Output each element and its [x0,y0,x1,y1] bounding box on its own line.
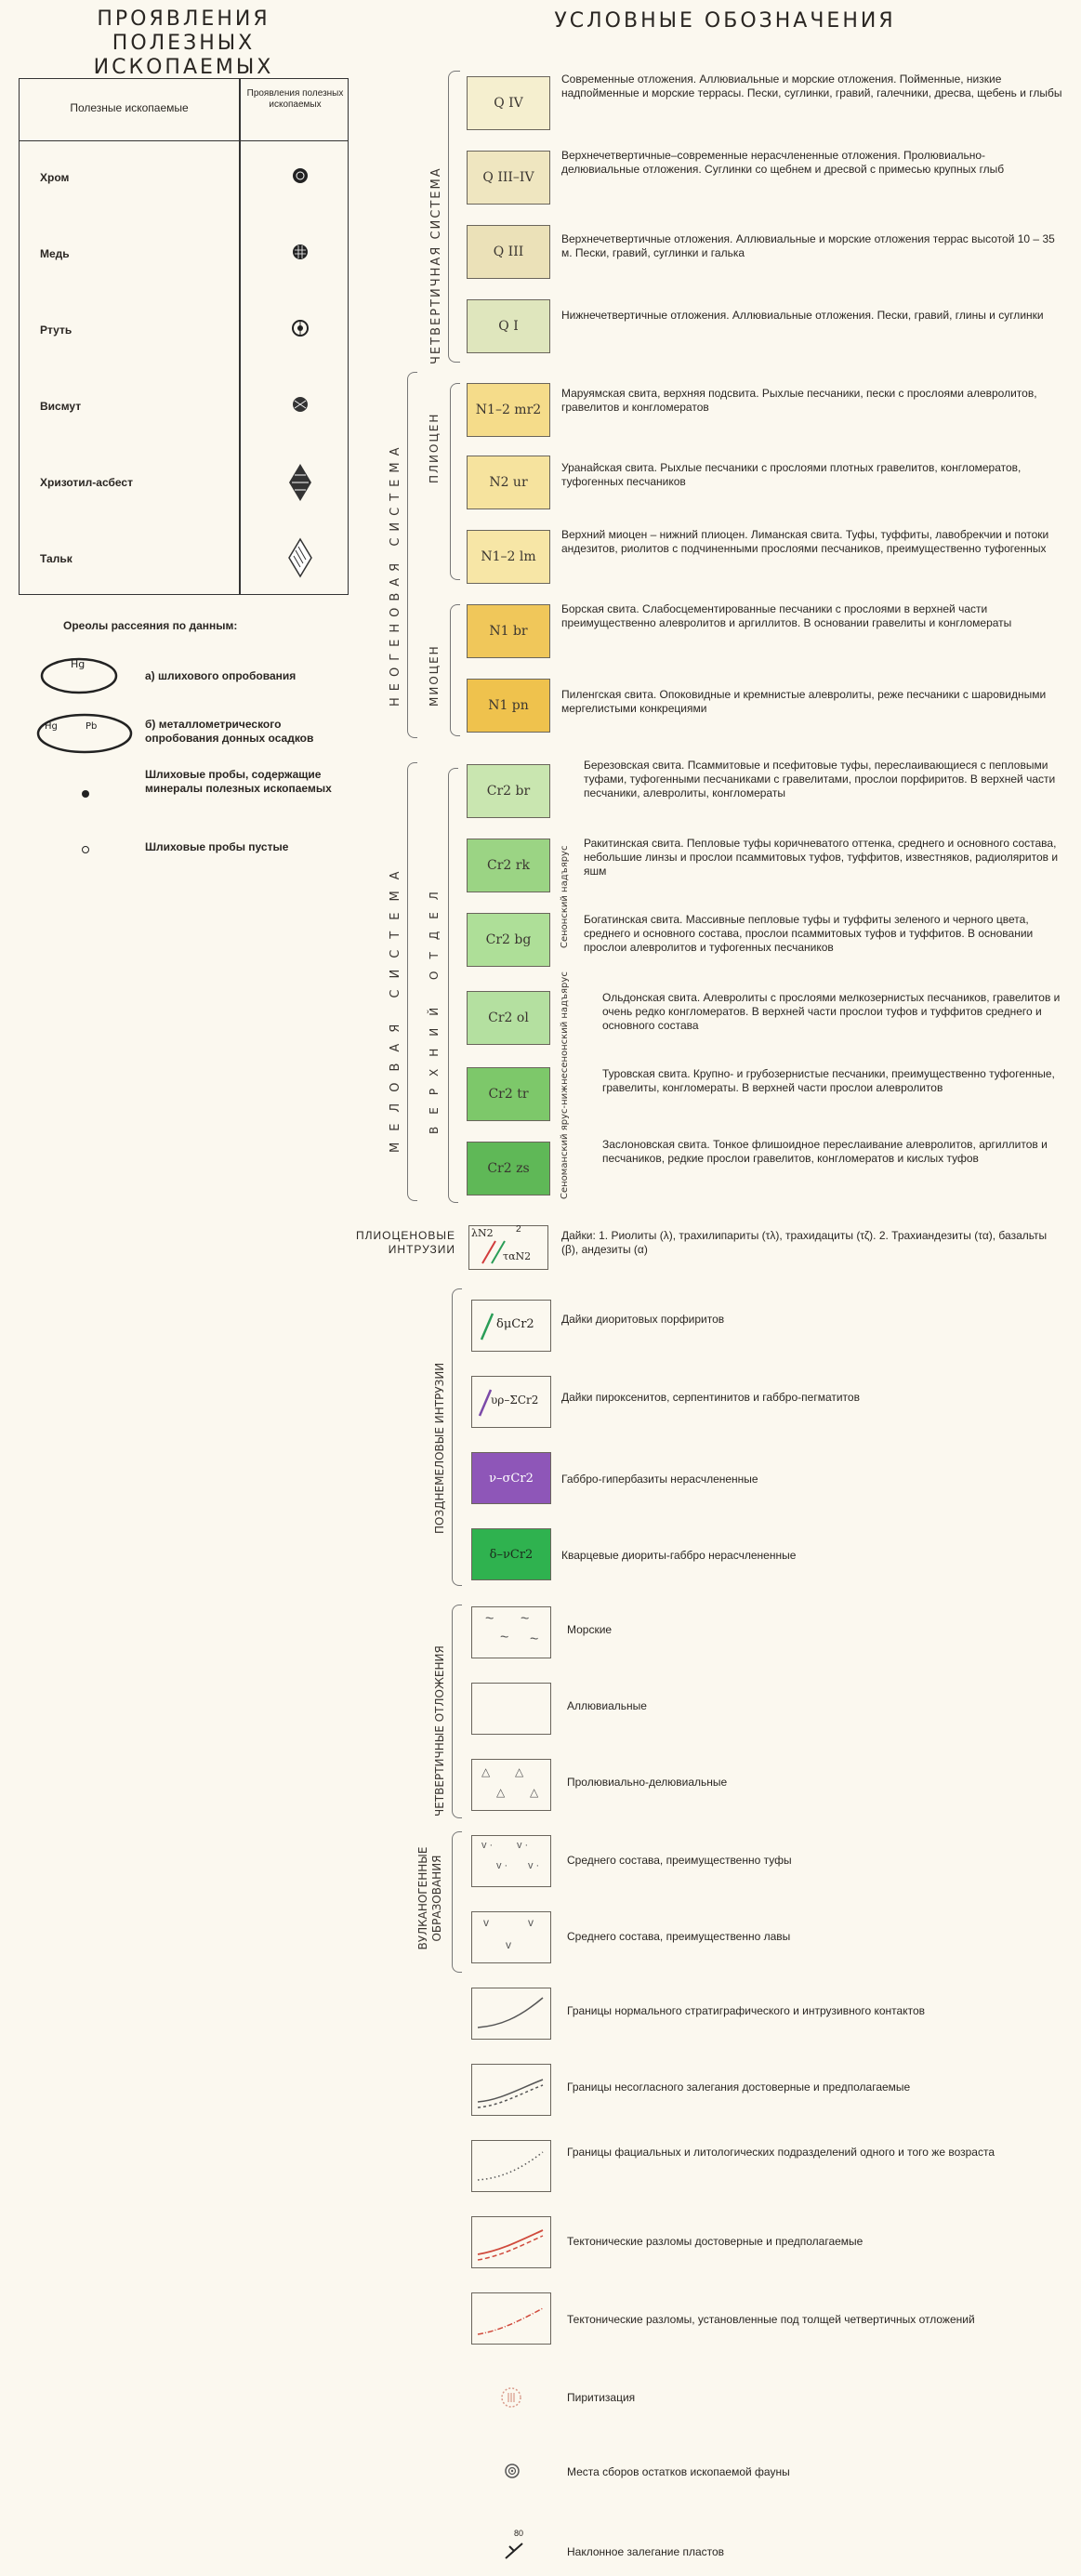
stratum-box [467,151,550,205]
facies-boundary-box [471,2140,551,2192]
cretaceous-bracket [407,762,417,1201]
marine-deposits-desc: Морские [567,1623,613,1636]
intrusion-desc: Дайки пироксенитов, серпентинитов и габбро-пегматитов [561,1391,860,1404]
minerals-table [19,78,349,595]
stratum-box [467,456,550,509]
intrusion-desc: Габбро-гипербазиты нерасчлененные [561,1473,758,1486]
stratum-code: Cr2 rk [487,858,530,873]
bismuth-occurrence-icon [289,393,311,416]
stratum-box [467,1067,550,1121]
stratum-box [467,839,550,892]
marine-pattern: ~ [530,1631,539,1647]
halos-title: Ореолы рассеяния по данным: [63,619,238,632]
normal-contact-box [471,1988,551,2040]
marine-deposits-box [471,1606,551,1658]
heavy-mineral-halo-icon [37,653,121,699]
alluvial-deposits-box [471,1683,551,1735]
stratum-code: N1–2 lm [481,549,536,564]
neogene-system-label: НЕОГЕНОВАЯ СИСТЕМА [389,441,402,707]
stratum-box [467,530,550,584]
quaternary-deposits-bracket [452,1605,462,1818]
stratum-box [467,913,550,967]
mineral-name: Висмут [40,400,82,413]
alluvial-deposits-desc: Аллювиальные [567,1699,647,1712]
sample-filled-icon [82,790,89,798]
line-desc: Границы нормального стратиграфического и интрузивного контактов [567,2004,926,2017]
stratum-code: N1–2 mr2 [475,403,542,417]
fault-line-icon [472,2217,550,2267]
proluvial-deposits-box [471,1759,551,1811]
tuff-pattern: v · [528,1860,540,1871]
cenomanian-label: Сеноманский ярус-нижнесенонский надъярус [560,971,570,1199]
intrusion-code: υρ–ΣCr2 [491,1394,539,1407]
copper-occurrence-icon [289,241,311,263]
sample-empty-icon [82,846,89,853]
stratum-desc: Маруямская свита, верхняя подсвита. Рыхлые песчаники, пески с прослоями алевролитов, гравелитов и конгломератов [561,387,1037,414]
facies-boundary-line-icon [472,2141,550,2191]
stratum-desc: Верхнечетвертичные отложения. Аллювиальные и морские отложения террас высотой 10 – 35 м. Пески, гравий, суглинки и галька [561,232,1055,259]
stratum-desc: Верхний миоцен – нижний плиоцен. Лиманская свита. Туфы, туффиты, лавобрекчии и потоки андезитов, риолитов с подчиненными прослоями песчаников, преимущественно туфогенных [561,528,1049,555]
buried-fault-line-icon [472,2293,550,2344]
svg-text:Pb: Pb [86,721,98,732]
proluvial-deposits-desc: Пролювиально-делювиальные [567,1776,728,1789]
stratum-desc: Туровская свита. Крупно- и грубозернистые песчаники, преимущественно туфогенные, гравелиты, конгломераты. В верхней части прослои алевролитов [602,1067,1055,1094]
miocene-label: МИОЦЕН [428,644,441,707]
pliocene-dyke-box [468,1225,548,1270]
intrusion-box [471,1300,551,1352]
dyke-green-line-icon [478,1310,496,1343]
quaternary-deposits-label: ЧЕТВЕРТИЧНЫЕ ОТЛОЖЕНИЯ [433,1645,446,1816]
sample-empty-label: Шлиховые пробы пустые [145,840,289,853]
normal-contact-line-icon [472,1988,550,2039]
stratum-code: Cr2 tr [488,1087,529,1102]
stratum-desc: Уранайская свита. Рыхлые песчаники с прослоями плотных гравелитов, конгломератов, туфогенных песчаников [561,461,1022,488]
marine-pattern: ~ [521,1611,530,1627]
marine-pattern: ~ [485,1611,494,1627]
proluvial-pattern: △ [530,1786,539,1799]
pyritization-icon [499,2385,523,2410]
pliocene-bracket [450,383,460,580]
unconformity-line-icon [472,2065,550,2115]
stratum-box [467,991,550,1045]
miocene-bracket [450,604,460,736]
stratum-code: Cr2 br [486,784,531,799]
intrusion-code: δμCr2 [496,1317,534,1331]
stratum-desc: Богатинская свита. Массивные пепловые туфы и туффиты зеленого и черного цвета, среднего и основного состава, прослои псаммитовых туфов и туффитов. В основании прослои алевролитов и туфогенных песчаников [584,913,1034,954]
minerals-title [19,7,349,80]
stratum-desc: Борская свита. Слабосцементированные песчаники с прослоями в верхней части преимущественно алевролитов и аргиллитов. В основании гравелиты и конгломераты [561,602,1012,629]
sample-filled-label: Шлиховые пробы, содержащие минералы полезных ископаемых [145,768,332,795]
volcanic-tuff-box [471,1835,551,1887]
dyke-code-1: λN2 [471,1227,494,1239]
fossil-site-icon [503,2462,521,2480]
pliocene-intrusions-label: ПЛИОЦЕНОВЫЕ ИНТРУЗИИ [356,1229,455,1256]
neogene-bracket [407,372,417,738]
svg-text:Hg: Hg [71,658,86,670]
stratum-desc: Нижнечетвертичные отложения. Аллювиальные отложения. Пески, гравий, глины и суглинки [561,309,1044,322]
buried-fault-box [471,2292,551,2345]
late-cretaceous-intrusions-label: ПОЗДНЕМЕЛОВЫЕ ИНТРУЗИИ [433,1362,446,1534]
legend-title: УСЛОВНЫЕ ОБОЗНАЧЕНИЯ [554,9,896,33]
stratum-desc: Современные отложения. Аллювиальные и морские отложения. Пойменные, низкие надпойменные и морские террасы. Пески, суглинки, гравий, галечники, дресва, щебень и глыбы [561,73,1062,99]
table-divider [239,79,241,594]
mineral-name: Тальк [40,552,73,565]
stratum-box [467,679,550,733]
volcanic-bracket [452,1831,462,1973]
proluvial-pattern: △ [496,1786,506,1799]
upper-series-bracket [448,768,458,1203]
intrusions-bracket [452,1288,462,1586]
stratum-code: N1 pn [488,698,529,713]
dip-strike-desc: Наклонное залегание пластов [567,2545,725,2558]
mineral-name: Хром [40,171,70,184]
senonian-label: Сенонский надъярус [560,845,570,948]
stratum-code: Cr2 ol [488,1011,529,1025]
asbestos-occurrence-icon [287,462,313,503]
line-desc: Тектонические разломы, установленные под толщей четвертичных отложений [567,2313,975,2326]
stratum-code: Cr2 zs [487,1161,530,1176]
svg-text:Hg: Hg [45,721,58,732]
intrusion-desc: Кварцевые диориты-габбро нерасчлененные [561,1549,797,1562]
dip-value: 80 [514,2529,524,2538]
volcanic-label: ВУЛКАНОГЕННЫЕ ОБРАЗОВАНИЯ [416,1846,443,1950]
marine-pattern: ~ [500,1630,509,1645]
unconformity-box [471,2064,551,2116]
minerals-title-line2: ПОЛЕЗНЫХ ИСКОПАЕМЫХ [93,32,274,79]
stratum-code: Q I [498,319,519,334]
stratum-box [467,764,550,818]
stratum-box [467,299,550,353]
intrusion-box [471,1528,551,1580]
halo-label-b: б) металлометрического опробования донных осадков [145,718,314,745]
stratum-desc: Заслоновская свита. Тонкое флишоидное переслаивание алевролитов, аргиллитов и песчаников, редкие прослои гравелитов, конгломератов и кислых туфов [602,1138,1048,1165]
stratum-code: Cr2 bg [485,932,532,947]
tuff-pattern: v · [517,1840,529,1851]
intrusion-desc: Дайки диоритовых порфиритов [561,1313,725,1326]
stratum-desc: Березовская свита. Псаммитовые и псефитовые туфы, переслаивающиеся с пепловыми туфами, туфогенными песчаниками с гравелитами, прослои порфиритов. В верхней части песчаники, алевролиты, конгломераты [584,759,1056,799]
mercury-occurrence-icon [289,317,311,339]
volcanic-tuff-desc: Среднего состава, преимущественно туфы [567,1854,792,1867]
metallometric-halo-icon [33,708,136,759]
pliocene-dyke-desc: Дайки: 1. Риолиты (λ), трахилипариты (τλ), трахидациты (τζ). 2. Трахиандезиты (τα), базальты (β), андезиты (α) [561,1229,1048,1256]
fault-box [471,2216,551,2268]
lava-pattern: v [506,1938,511,1951]
cretaceous-system-label: МЕЛОВАЯ СИСТЕМА [389,860,402,1153]
upper-series-label: ВЕРХНИЙ ОТДЕЛ [428,879,441,1134]
pyritization-desc: Пиритизация [567,2391,636,2404]
intrusion-box [471,1376,551,1428]
dyke-number-2: 2 [516,1224,521,1235]
stratum-box [467,76,550,130]
stratum-desc: Ракитинская свита. Пепловые туфы коричневатого оттенка, среднего и основного состава, небольшие линзы и прослои псаммитовых туфов, туффитов, известняков, радиоляритов и яшм [584,837,1059,878]
stratum-box [467,1142,550,1196]
pliocene-label: ПЛИОЦЕН [428,412,441,483]
fossil-site-desc: Места сборов остатков ископаемой фауны [567,2465,790,2478]
stratum-code: Q IV [494,96,523,111]
proluvial-pattern: △ [481,1765,491,1778]
stratum-box [467,604,550,658]
quaternary-system-label: ЧЕТВЕРТИЧНАЯ СИСТЕМА [429,166,443,364]
stratum-desc: Ольдонская свита. Алевролиты с прослоями мелкозернистых песчаников, гравелитов и очень редко конгломератов. В верхней части прослои туфов и туффитов среднего и основного состава [602,991,1061,1032]
lava-pattern: v [528,1916,534,1929]
volcanic-lava-box [471,1911,551,1963]
mineral-name: Хризотил-асбест [40,476,133,489]
minerals-title-line1: ПРОЯВЛЕНИЯ [97,7,270,31]
header-minerals: Полезные ископаемые [70,101,189,114]
quaternary-bracket [448,71,460,363]
header-occurrences: Проявления полезных ископаемых [246,88,344,110]
mineral-name: Медь [40,247,70,260]
intrusion-code: δ–νCr2 [489,1547,534,1562]
stratum-box [467,383,550,437]
line-desc: Тектонические разломы достоверные и предполагаемые [567,2235,863,2248]
stratum-desc: Пиленгская свита. Опоковидные и кремнистые алевролиты, реже песчаники с шаровидными мергелистыми конкрециями [561,688,1047,715]
intrusion-code: ν–σCr2 [489,1471,534,1486]
volcanic-lava-desc: Среднего состава, преимущественно лавы [567,1930,791,1943]
intrusion-box [471,1452,551,1504]
line-desc: Границы несогласного залегания достоверные и предполагаемые [567,2081,911,2094]
dyke-code-2: ταN2 [503,1250,532,1262]
tuff-pattern: v · [496,1860,508,1871]
tuff-pattern: v · [481,1840,494,1851]
stratum-code: N2 ur [489,475,528,490]
mineral-name: Ртуть [40,324,73,337]
line-desc: Границы фациальных и литологических подразделений одного и того же возраста [567,2146,995,2159]
stratum-box [467,225,550,279]
stratum-code: N1 br [489,624,528,639]
talc-occurrence-icon [287,537,313,578]
stratum-desc: Верхнечетвертичные–современные нерасчлененные отложения. Пролювиально-делювиальные отложения. Суглинки со щебнем и дресвой с примесью крупных глыб [561,149,1005,176]
proluvial-pattern: △ [515,1765,524,1778]
halo-label-a: а) шлихового опробования [145,669,297,682]
stratum-code: Q III [493,244,524,259]
lava-pattern: v [483,1916,489,1929]
chrome-occurrence-icon [289,165,311,187]
dip-strike-icon [502,2540,526,2562]
stratum-code: Q III–IV [482,170,534,185]
dyke-lines-icon [479,1237,516,1265]
